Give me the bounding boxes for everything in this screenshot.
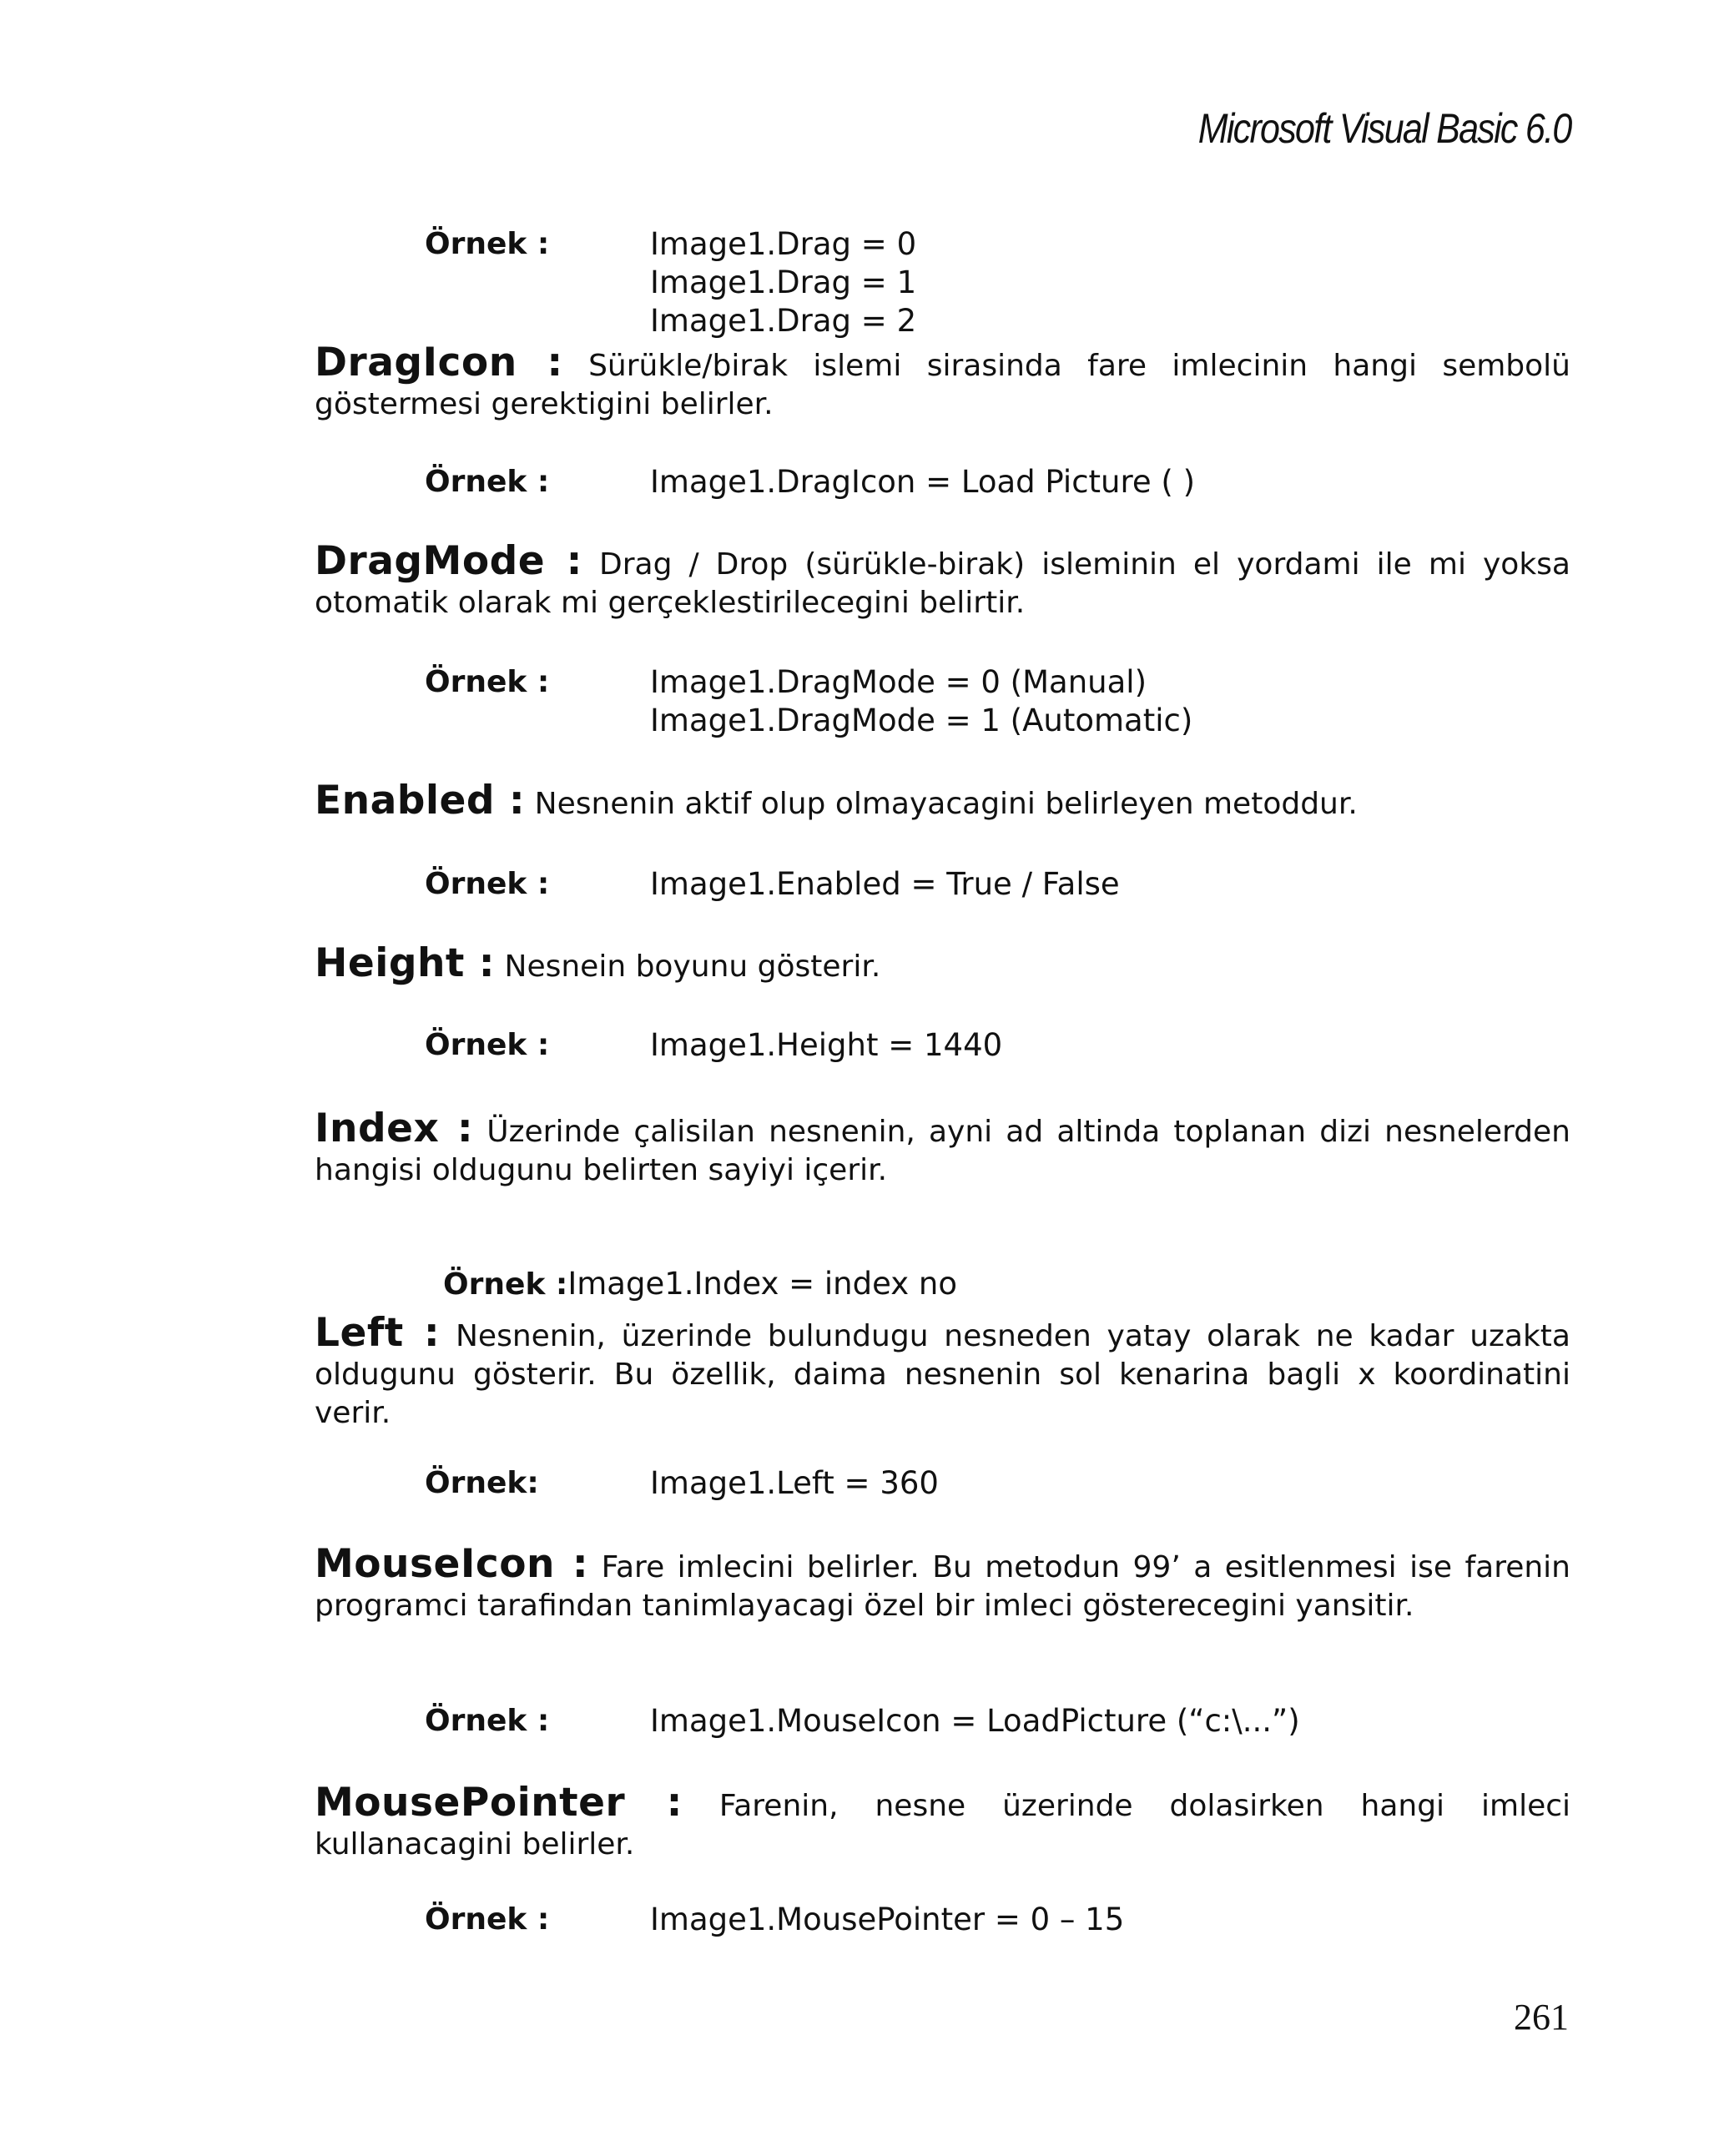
dragicon-entry [315, 340, 1570, 424]
dragicon-code: Image1.DragIcon = Load Picture ( ) [650, 464, 1196, 500]
example-label: Örnek : [425, 1028, 550, 1062]
example-label: Örnek : [425, 665, 550, 699]
dragmode-term: DragMode : [315, 538, 582, 584]
mouseicon-entry [315, 1541, 1570, 1625]
index-code: Image1.Index = index no [567, 1266, 957, 1302]
left-entry [315, 1310, 1570, 1433]
running-header: Microsoft Visual Basic 6.0 [1198, 105, 1571, 152]
enabled-description: Nesnenin aktif olup olmayacagini belirleyen metoddur. [534, 787, 1358, 821]
mousepointer-entry [315, 1780, 1571, 1864]
drag-code-line-3: Image1.Drag = 2 [650, 303, 917, 339]
left-term: Left : [315, 1310, 441, 1356]
drag-code-line-2: Image1.Drag = 1 [650, 264, 917, 300]
mousepointer-term: MousePointer : [315, 1780, 683, 1826]
page-number: 261 [1514, 1997, 1569, 2038]
dragicon-term: DragIcon : [315, 340, 563, 385]
example-label: Örnek : [425, 465, 550, 499]
height-entry [315, 940, 1570, 986]
mouseicon-description: Fare imlecini belirler. Bu metodun 99’ a esitlenmesi ise farenin programci tarafindan tanimlayacagi özel bir imleci gösterecegini yansitir. [315, 1550, 1570, 1623]
example-label: Örnek : [443, 1267, 568, 1302]
left-description: Nesnenin, üzerinde bulundugu nesneden yatay olarak ne kadar uzakta oldugunu gösterir. Bu özellik, daima nesnenin sol kenarina bagli x koordinatini verir. [315, 1319, 1570, 1430]
index-entry [315, 1106, 1570, 1190]
index-term: Index : [315, 1106, 474, 1151]
mousepointer-code: Image1.MousePointer = 0 – 15 [650, 1902, 1125, 1937]
example-label: Örnek: [425, 1466, 539, 1500]
example-label: Örnek : [425, 1902, 550, 1937]
dragmode-code-line-1: Image1.DragMode = 0 (Manual) [650, 664, 1147, 700]
dragicon-description: Sürükle/birak islemi sirasinda fare imlecinin hangi sembolü göstermesi gerektigini belirler. [315, 349, 1570, 421]
enabled-term: Enabled : [315, 778, 526, 824]
height-description: Nesnein boyunu gösterir. [504, 950, 881, 984]
mouseicon-term: MouseIcon : [315, 1541, 589, 1587]
example-label: Örnek : [425, 227, 550, 261]
height-code: Image1.Height = 1440 [650, 1027, 1003, 1063]
mouseicon-code: Image1.MouseIcon = LoadPicture (“c:\...”) [650, 1703, 1300, 1739]
mousepointer-description: Farenin, nesne üzerinde dolasirken hangi imleci kullanacagini belirler. [315, 1789, 1571, 1861]
dragmode-code-line-2: Image1.DragMode = 1 (Automatic) [650, 703, 1193, 738]
example-label: Örnek : [425, 867, 550, 901]
index-description: Üzerinde çalisilan nesnenin, ayni ad altinda toplanan dizi nesnelerden hangisi oldugunu belirten sayiyi içerir. [315, 1115, 1570, 1187]
left-code: Image1.Left = 360 [650, 1465, 939, 1501]
dragmode-description: Drag / Drop (sürükle-birak) isleminin el yordami ile mi yoksa otomatik olarak mi gerçeklestirilecegini belirtir. [315, 547, 1570, 620]
drag-code-line-1: Image1.Drag = 0 [650, 226, 917, 262]
enabled-code: Image1.Enabled = True / False [650, 866, 1120, 902]
height-term: Height : [315, 940, 496, 986]
example-label: Örnek : [425, 1704, 550, 1738]
dragmode-entry [315, 538, 1570, 622]
enabled-entry [315, 778, 1570, 824]
